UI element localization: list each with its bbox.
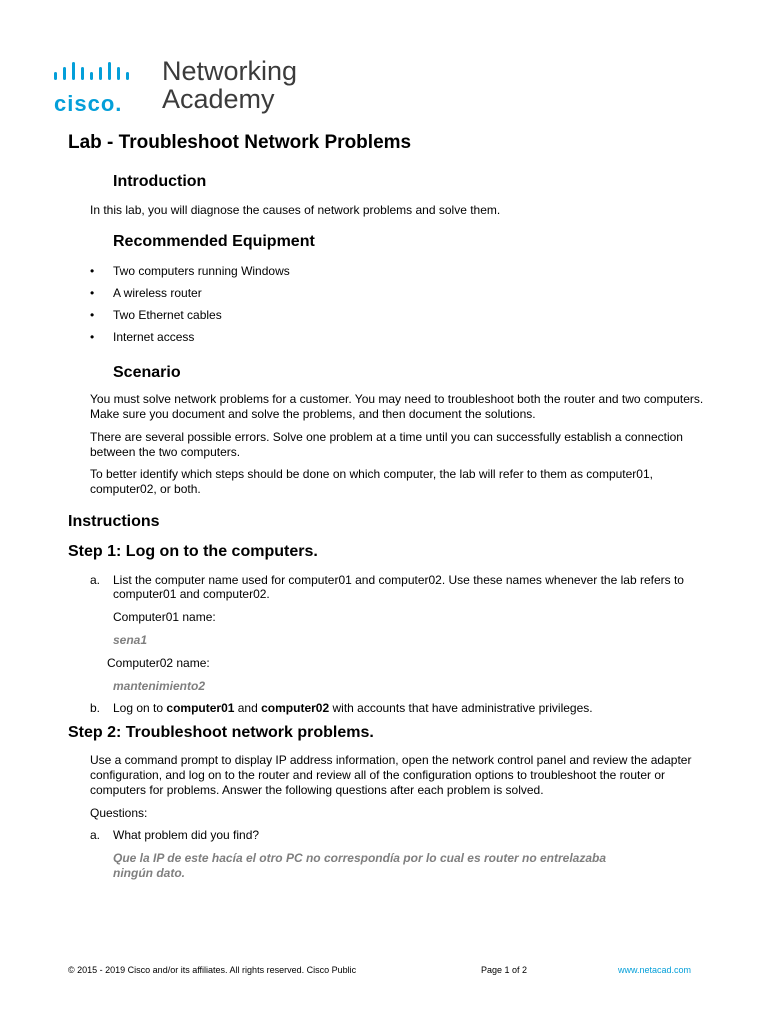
computer02-name-label: Computer02 name: xyxy=(107,656,210,670)
step1-item-b-letter: b. xyxy=(90,701,101,715)
step2-item-a-letter: a. xyxy=(90,828,101,842)
equipment-item: • Internet access xyxy=(90,330,195,344)
step1-b-computer02: computer02 xyxy=(261,701,330,715)
equipment-item-text: A wireless router xyxy=(113,286,202,300)
equipment-item: • Two Ethernet cables xyxy=(90,308,222,322)
scenario-paragraph-3: To better identify which steps should be done on which computer, the lab will refer to them as computer01, computer02, or both. xyxy=(90,467,653,496)
equipment-item-text: Two Ethernet cables xyxy=(113,308,222,322)
introduction-text: In this lab, you will diagnose the causes of network problems and solve them. xyxy=(90,203,501,217)
step2-item-a-text: What problem did you find? xyxy=(113,828,260,842)
step2-heading: Step 2: Troubleshoot network problems. xyxy=(68,724,374,741)
introduction-heading: Introduction xyxy=(113,173,207,190)
step1-b-computer01: computer01 xyxy=(166,701,235,715)
questions-label: Questions: xyxy=(90,806,148,820)
step1-item-a-letter: a. xyxy=(90,573,101,587)
step2-item-a-answer: Que la IP de este hacía el otro PC no correspondía por lo cual es router no entrelazaba ningún dato. xyxy=(113,851,607,880)
equipment-item: • A wireless router xyxy=(90,286,202,300)
scenario-heading: Scenario xyxy=(113,364,181,381)
document-title: Lab - Troubleshoot Network Problems xyxy=(68,132,412,153)
cisco-networking-academy-logo xyxy=(54,58,314,116)
footer-page-number: Page 1 of 2 xyxy=(481,965,528,975)
scenario-paragraph-2: There are several possible errors. Solve one problem at a time until you can successfully establish a connection between the two computers. xyxy=(90,430,683,459)
footer-copyright: © 2015 - 2019 Cisco and/or its affiliates. All rights reserved. Cisco Public xyxy=(68,965,357,975)
equipment-heading: Recommended Equipment xyxy=(113,233,315,250)
step1-item-a-text: List the computer name used for computer01 and computer02. Use these names whenever the lab refers to computer01 and computer02. xyxy=(113,573,684,601)
step2-text: Use a command prompt to display IP address information, open the network control panel and review the adapter configuration, and log on to the router and review all of the configuration options to troubleshoot the router or computers for problems. Answer the following questions after each problem is solved. xyxy=(90,753,692,797)
instructions-heading: Instructions xyxy=(68,513,160,530)
equipment-item-text: Internet access xyxy=(113,330,195,344)
logo-networking-text: Networking xyxy=(162,56,298,86)
step1-b-prefix: Log on to xyxy=(113,701,167,715)
scenario-paragraph-1: You must solve network problems for a customer. You may need to troubleshoot both the router and two computers. Make sure you document and solve the problems, and then document the solutions. xyxy=(90,392,704,421)
footer-website-link[interactable]: www.netacad.com xyxy=(618,965,692,975)
computer01-name-answer: sena1 xyxy=(113,633,148,647)
computer02-name-answer: mantenimiento2 xyxy=(113,679,206,693)
step1-b-suffix: with accounts that have administrative privileges. xyxy=(329,701,593,715)
equipment-item: • Two computers running Windows xyxy=(90,264,290,278)
step1-item-b-text xyxy=(113,701,713,715)
computer01-name-label: Computer01 name: xyxy=(113,610,216,624)
cisco-bars-icon xyxy=(54,58,150,90)
logo-academy-text: Academy xyxy=(162,84,275,114)
cisco-wordmark: cisco. xyxy=(54,91,123,116)
step1-heading: Step 1: Log on to the computers. xyxy=(68,543,318,560)
equipment-item-text: Two computers running Windows xyxy=(113,264,290,278)
step1-b-mid: and xyxy=(234,701,262,715)
